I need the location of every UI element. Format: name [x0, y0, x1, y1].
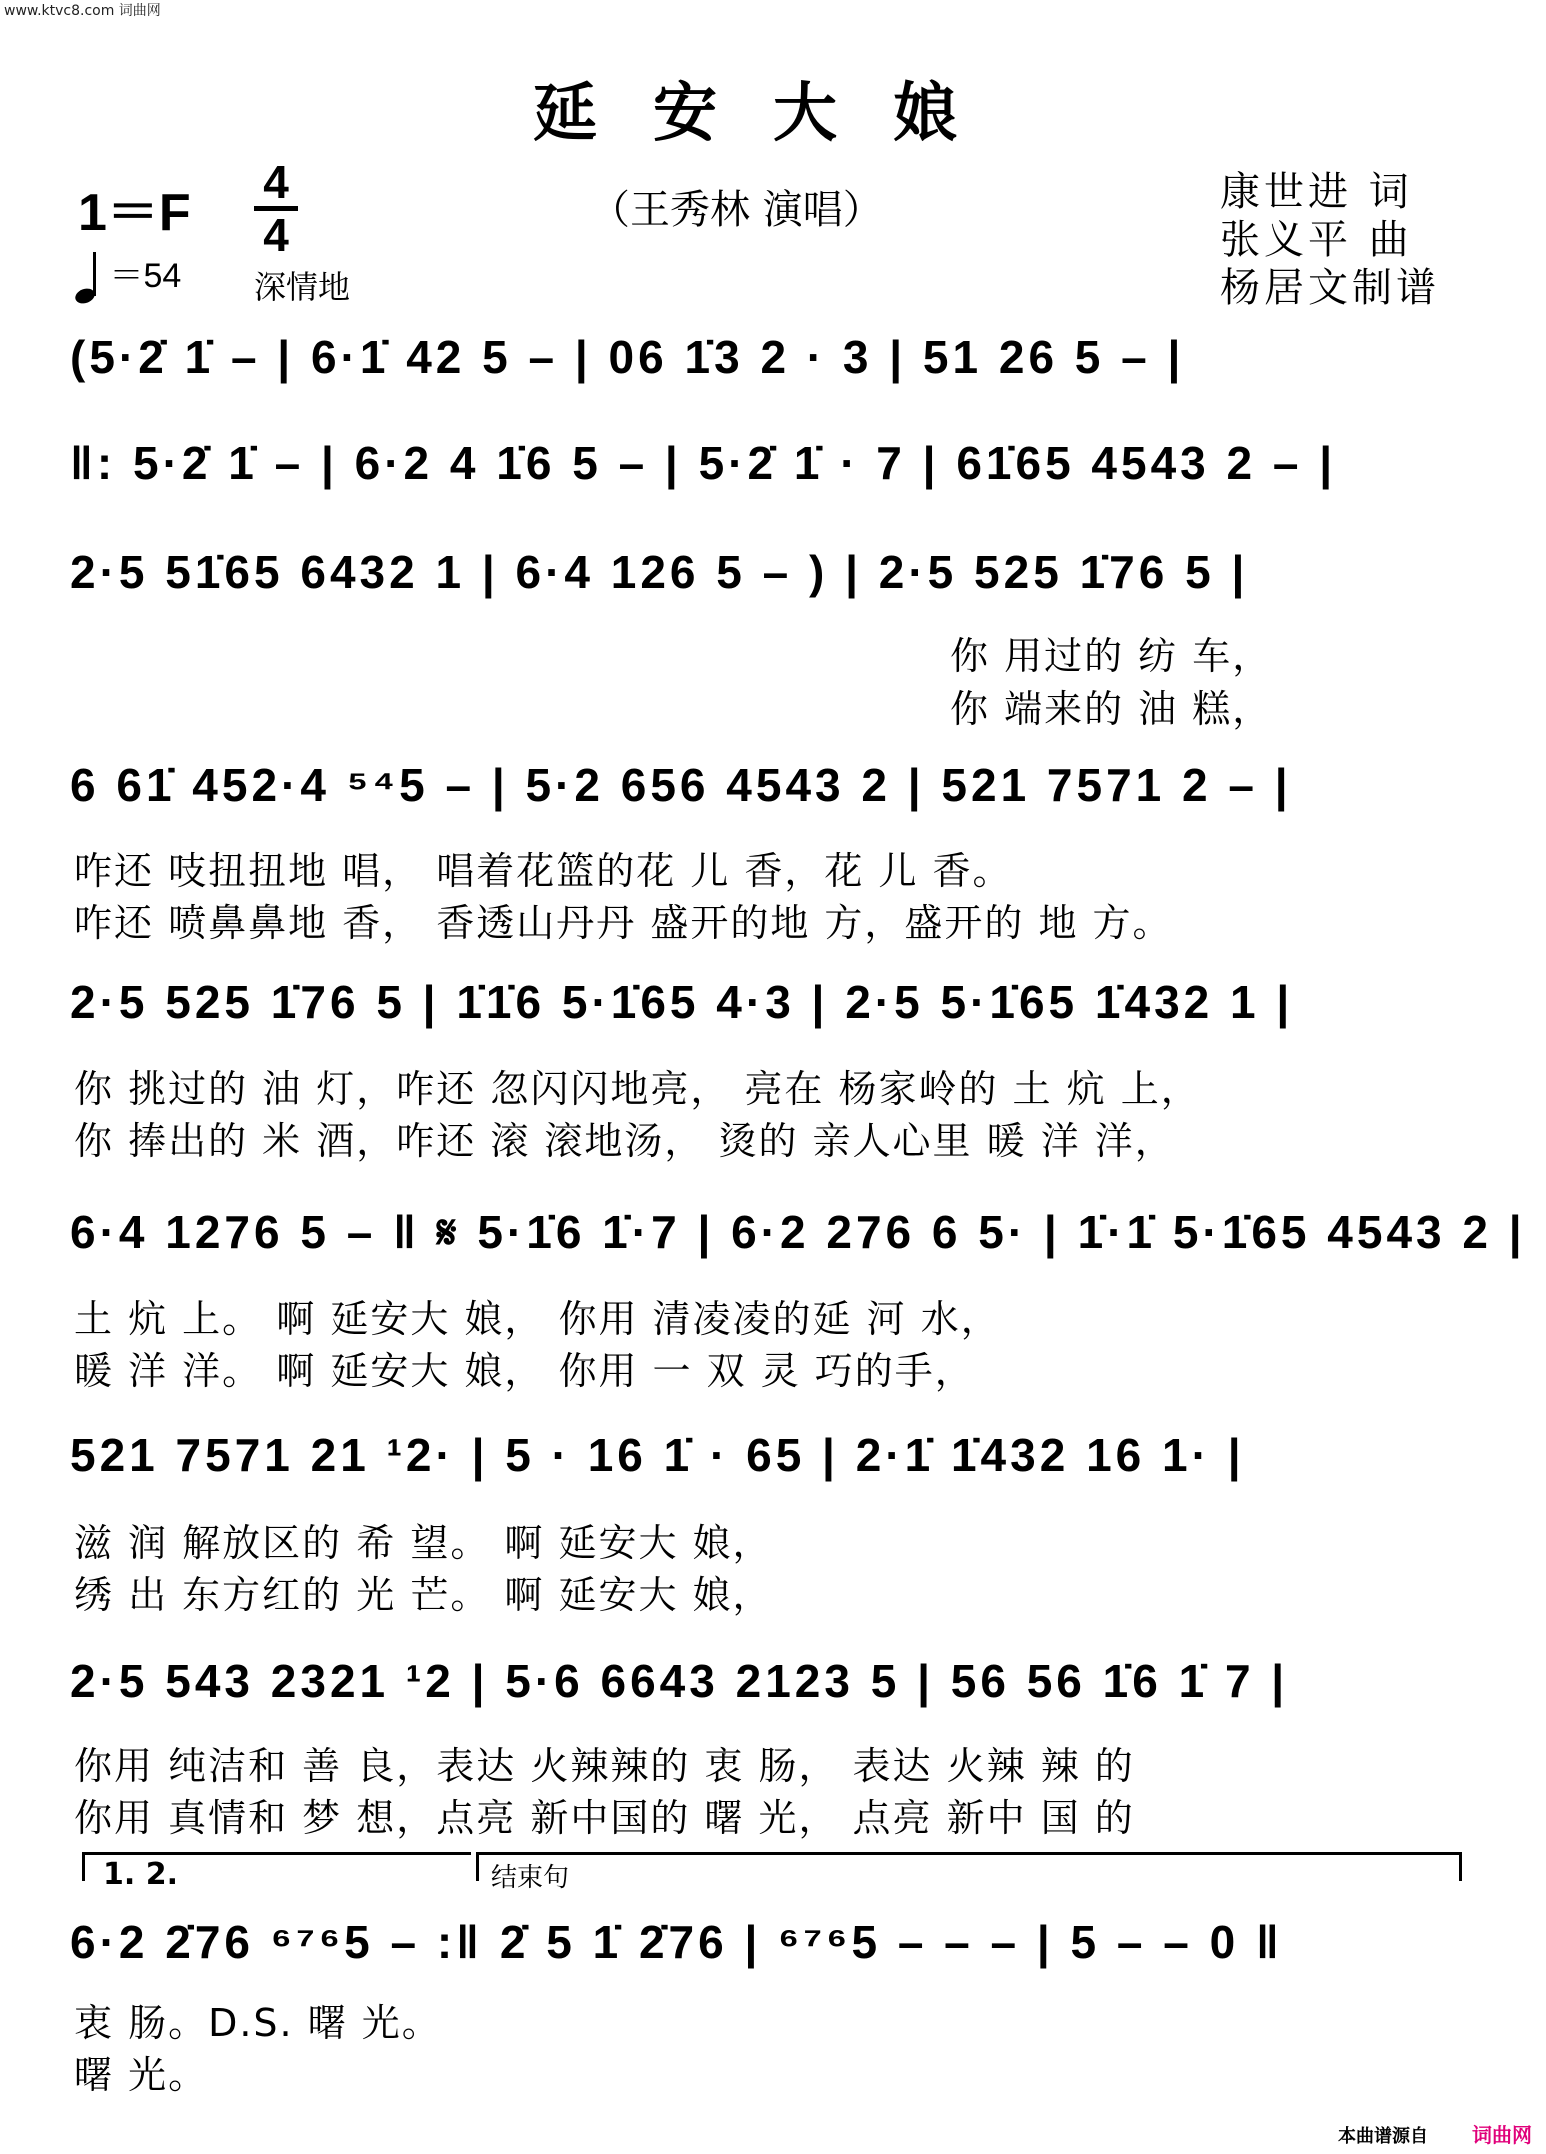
tempo-value: ＝54 [109, 257, 182, 295]
lyric-line-9b: 曙 光。 [74, 2053, 209, 2097]
time-top: 4 [263, 156, 289, 208]
lyric-line-4b: 咋还 喷鼻鼻地 香， 香透山丹丹 盛开的地 方，盛开的 地 方。 [74, 901, 1173, 945]
lyric-line-8b: 你用 真情和 梦 想，点亮 新中国的 曙 光， 点亮 新中 国 的 [74, 1796, 1135, 1840]
composer: 张义平 曲 [1220, 217, 1413, 263]
notation-line-9: 6·2 2̇76 ⁶⁷⁶5 – :‖ 2̇ 5 1̇ 2̇76 | ⁶⁷⁶5 – – – | 5 – – 0 ‖ [70, 1916, 1283, 1968]
notation-line-1: (5·2̇ 1̇ – | 6·1̇ 42 5 – | 06 1̇3 2 · 3 | 51 26 5 – | [70, 331, 1185, 383]
notation-line-7: 521 7571 21 ¹2· | 5 · 16 1̇ · 65 | 2·1̇ 1̇432 16 1· | [70, 1429, 1245, 1481]
notation-line-2: ‖: 5·2̇ 1̇ – | 6·2 4 1̇6 5 – | 5·2̇ 1̇ · 7 | 61̇65 4543 2 – | [70, 437, 1337, 489]
arranger: 杨居文制谱 [1220, 265, 1440, 311]
coda-ending-bracket [476, 1852, 1462, 1893]
quarter-note-icon [74, 250, 100, 306]
lyric-line-6a: 土 炕 上。 啊 延安大 娘， 你用 清凌凌的延 河 水， [74, 1297, 1001, 1341]
lyric-line-3a: 你 用过的 纺 车， [950, 634, 1273, 678]
footer-source-label: 本曲谱源自 [1338, 2126, 1428, 2147]
lyric-line-5b: 你 捧出的 米 酒，咋还 滚 滚地汤， 烫的 亲人心里 暖 洋 洋， [74, 1119, 1175, 1163]
lyric-line-7a: 滋 润 解放区的 希 望。 啊 延安大 娘， [74, 1521, 773, 1565]
lyric-line-9a: 衷 肠。D.S. 曙 光。 [74, 2001, 442, 2045]
first-ending-bracket [82, 1852, 471, 1892]
footer-site-label: 词曲网 [1472, 2123, 1532, 2147]
song-title: 延安大娘 [533, 76, 1013, 151]
ending-label-1: 1. 2. [103, 1857, 178, 1892]
lyric-line-8a: 你用 纯洁和 善 良，表达 火辣辣的 衷 肠， 表达 火辣 辣 的 [74, 1744, 1135, 1788]
notation-line-6: 6·4 1276 5 – ‖ 𝄋 5·1̇6 1̇·7 | 6·2 276 6 5· | 1̇·1̇ 5·1̇65 4543 2 | [70, 1206, 1526, 1258]
lyric-line-3b: 你 端来的 油 糕， [950, 687, 1273, 731]
key-signature: 1＝F [78, 184, 191, 242]
time-bottom: 4 [263, 209, 289, 261]
lyric-line-5a: 你 挑过的 油 灯，咋还 忽闪闪地亮， 亮在 杨家岭的 土 炕 上， [74, 1067, 1201, 1111]
lyricist: 康世进 词 [1220, 169, 1413, 215]
expression-mark: 深情地 [254, 268, 351, 306]
notation-line-3: 2·5 51̇65 6432 1 | 6·4 126 5 – ) | 2·5 525 1̇76 5 | [70, 546, 1249, 598]
notation-line-8: 2·5 543 2321 ¹2 | 5·6 6643 2123 5 | 56 56 1̇6 1̇ 7 | [70, 1655, 1289, 1707]
lyric-line-6b: 暖 洋 洋。 啊 延安大 娘， 你用 一 双 灵 巧的手， [74, 1349, 975, 1393]
ending-label-2: 结束句 [491, 1863, 570, 1893]
lyric-line-7b: 绣 出 东方红的 光 芒。 啊 延安大 娘， [74, 1573, 773, 1617]
lyric-line-4a: 咋还 吱扭扭地 唱， 唱着花篮的花 儿 香，花 儿 香。 [74, 849, 1013, 893]
notation-line-4: 6 61̇ 452·4 ⁵⁴5 – | 5·2 656 4543 2 | 521 7571 2 – | [70, 759, 1292, 811]
notation-line-5: 2·5 525 1̇76 5 | 1̇1̇6 5·1̇65 4·3 | 2·5 5·1̇65 1̇432 1 | [70, 976, 1294, 1028]
tempo-marking [74, 248, 181, 306]
time-signature [254, 156, 298, 261]
singer: （王秀林 演唱） [590, 187, 883, 233]
site-url: www.ktvc8.com 词曲网 [4, 3, 161, 19]
